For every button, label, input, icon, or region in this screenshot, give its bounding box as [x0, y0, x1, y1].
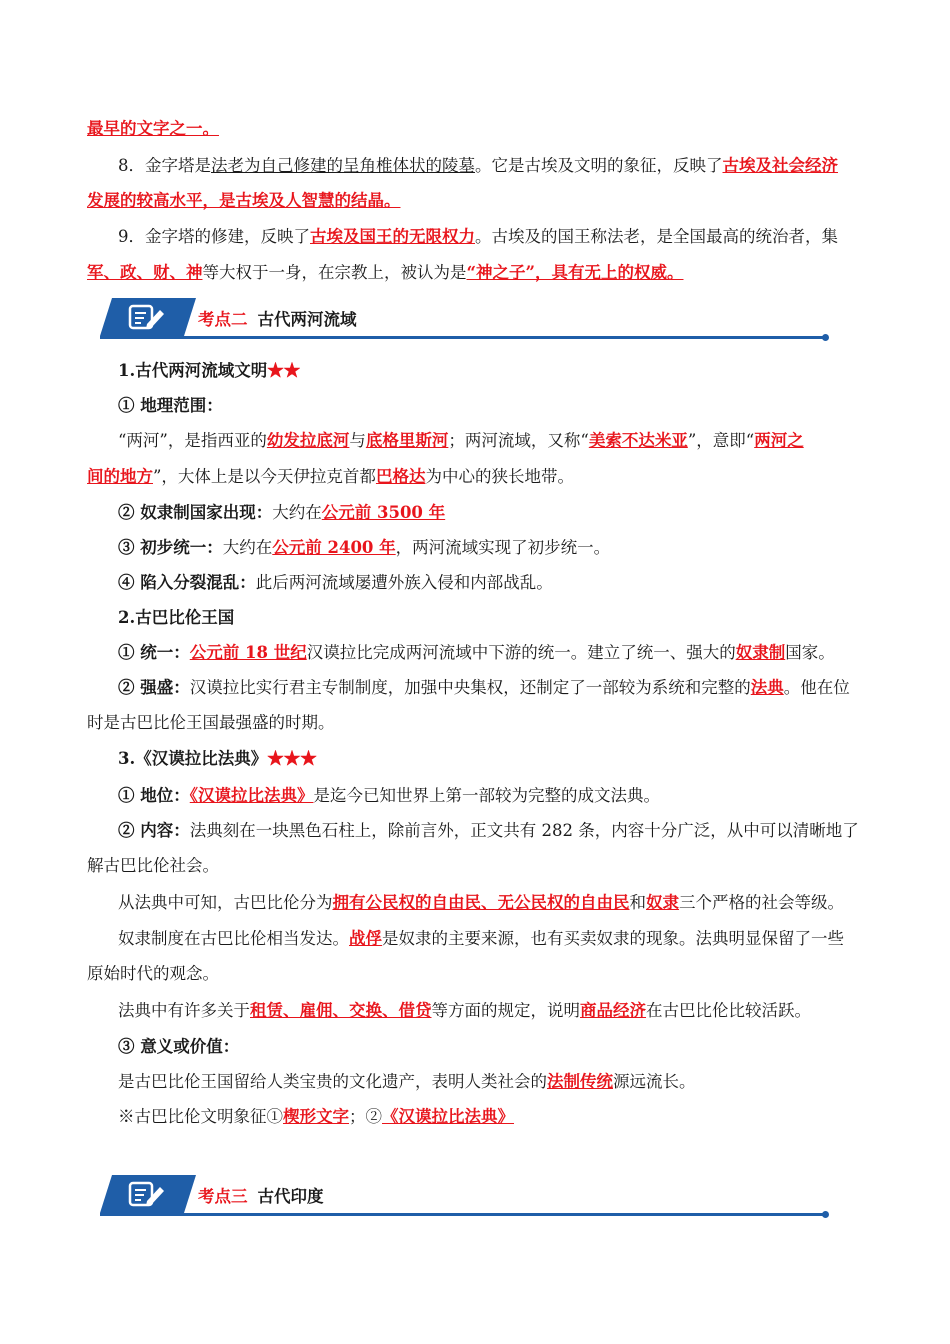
law-line: 法典中有许多关于租赁、雇佣、交换、借贷等方面的规定，说明商品经济在古巴比伦比较活跃。	[118, 1001, 811, 1020]
section-header-3	[100, 1175, 830, 1217]
section-rule-3	[100, 1213, 824, 1216]
split-line: ④ 陷入分裂混乱：此后两河流域屡遭外族入侵和内部战乱。	[118, 573, 553, 592]
babylon-peak-line-1: ② 强盛：汉谟拉比实行君主专制制度，加强中央集权，还制定了一部较为系统和完整的法典。他在位	[118, 678, 850, 697]
point-9-line-1: 9．金字塔的修建，反映了古埃及国王的无限权力。古埃及的国王称法老，是全国最高的统治者，集	[118, 227, 838, 246]
point-8-line-1: 8．金字塔是法老为自己修建的呈角椎体状的陵墓。它是古埃及文明的象征，反映了古埃及社会经济	[118, 156, 838, 175]
heading-code: 3.《汉谟拉比法典》★★★	[118, 749, 317, 768]
slave-state-line: ② 奴隶制国家出现：大约在公元前 3500 年	[118, 503, 446, 522]
code-content-line-1: ② 内容：法典刻在一块黑色石柱上，除前言外，正文共有 282 条，内容十分广泛，从中可以清晰地了	[118, 821, 859, 840]
classes-line: 从法典中可知，古巴比伦分为拥有公民权的自由民、无公民权的自由民和奴隶三个严格的社会等级。	[118, 893, 844, 912]
note-edit-icon	[100, 1175, 196, 1213]
babylon-unify-line: ① 统一：公元前 18 世纪汉谟拉比完成两河流域中下游的统一。建立了统一、强大的奴隶制国家。	[118, 643, 835, 662]
section-header-2	[100, 298, 830, 340]
point-9-line-2: 军、政、财、神等大权于一身，在宗教上，被认为是“神之子”，具有无上的权威。	[87, 263, 684, 282]
unify-line: ③ 初步统一：大约在公元前 2400 年，两河流域实现了初步统一。	[118, 538, 611, 557]
heading-two-rivers: 1.古代两河流域文明★★	[118, 361, 301, 380]
section-title-3: 考点三 古代印度	[198, 1187, 324, 1206]
geo-line-1: “两河”，是指西亚的幼发拉底河与底格里斯河；两河流域，又称“美索不达米亚”，意即“两河之	[118, 431, 804, 450]
significance-label: ③ 意义或价值：	[118, 1037, 240, 1056]
point-8-line-2: 发展的较高水平，是古埃及人智慧的结晶。	[87, 191, 401, 210]
code-status-line: ① 地位：《汉谟拉比法典》是迄今已知世界上第一部较为完整的成文法典。	[118, 786, 660, 805]
section-rule-dot-3	[822, 1211, 829, 1218]
intro-line-1: 最早的文字之一。	[87, 119, 219, 138]
section-rule-2	[100, 336, 824, 339]
geo-line-2: 间的地方”，大体上是以今天伊拉克首都巴格达为中心的狭长地带。	[87, 467, 574, 486]
slavery-line-2: 原始时代的观念。	[87, 964, 219, 983]
significance-line: 是古巴比伦王国留给人类宝贵的文化遗产，表明人类社会的法制传统源远流长。	[118, 1072, 696, 1091]
slavery-line-1: 奴隶制度在古巴比伦相当发达。战俘是奴隶的主要来源，也有买卖奴隶的现象。法典明显保留了一些	[118, 929, 844, 948]
babylon-peak-line-2: 时是古巴比伦王国最强盛的时期。	[87, 713, 335, 732]
section-title-2: 考点二 古代两河流域	[198, 310, 357, 329]
section-rule-dot-2	[822, 334, 829, 341]
code-content-line-2: 解古巴比伦社会。	[87, 856, 219, 875]
heading-babylon: 2.古巴比伦王国	[118, 608, 235, 627]
symbols-line: ※古巴比伦文明象征①楔形文字；②《汉谟拉比法典》	[118, 1107, 514, 1126]
note-edit-icon	[100, 298, 196, 336]
geo-label: ① 地理范围：	[118, 396, 223, 415]
